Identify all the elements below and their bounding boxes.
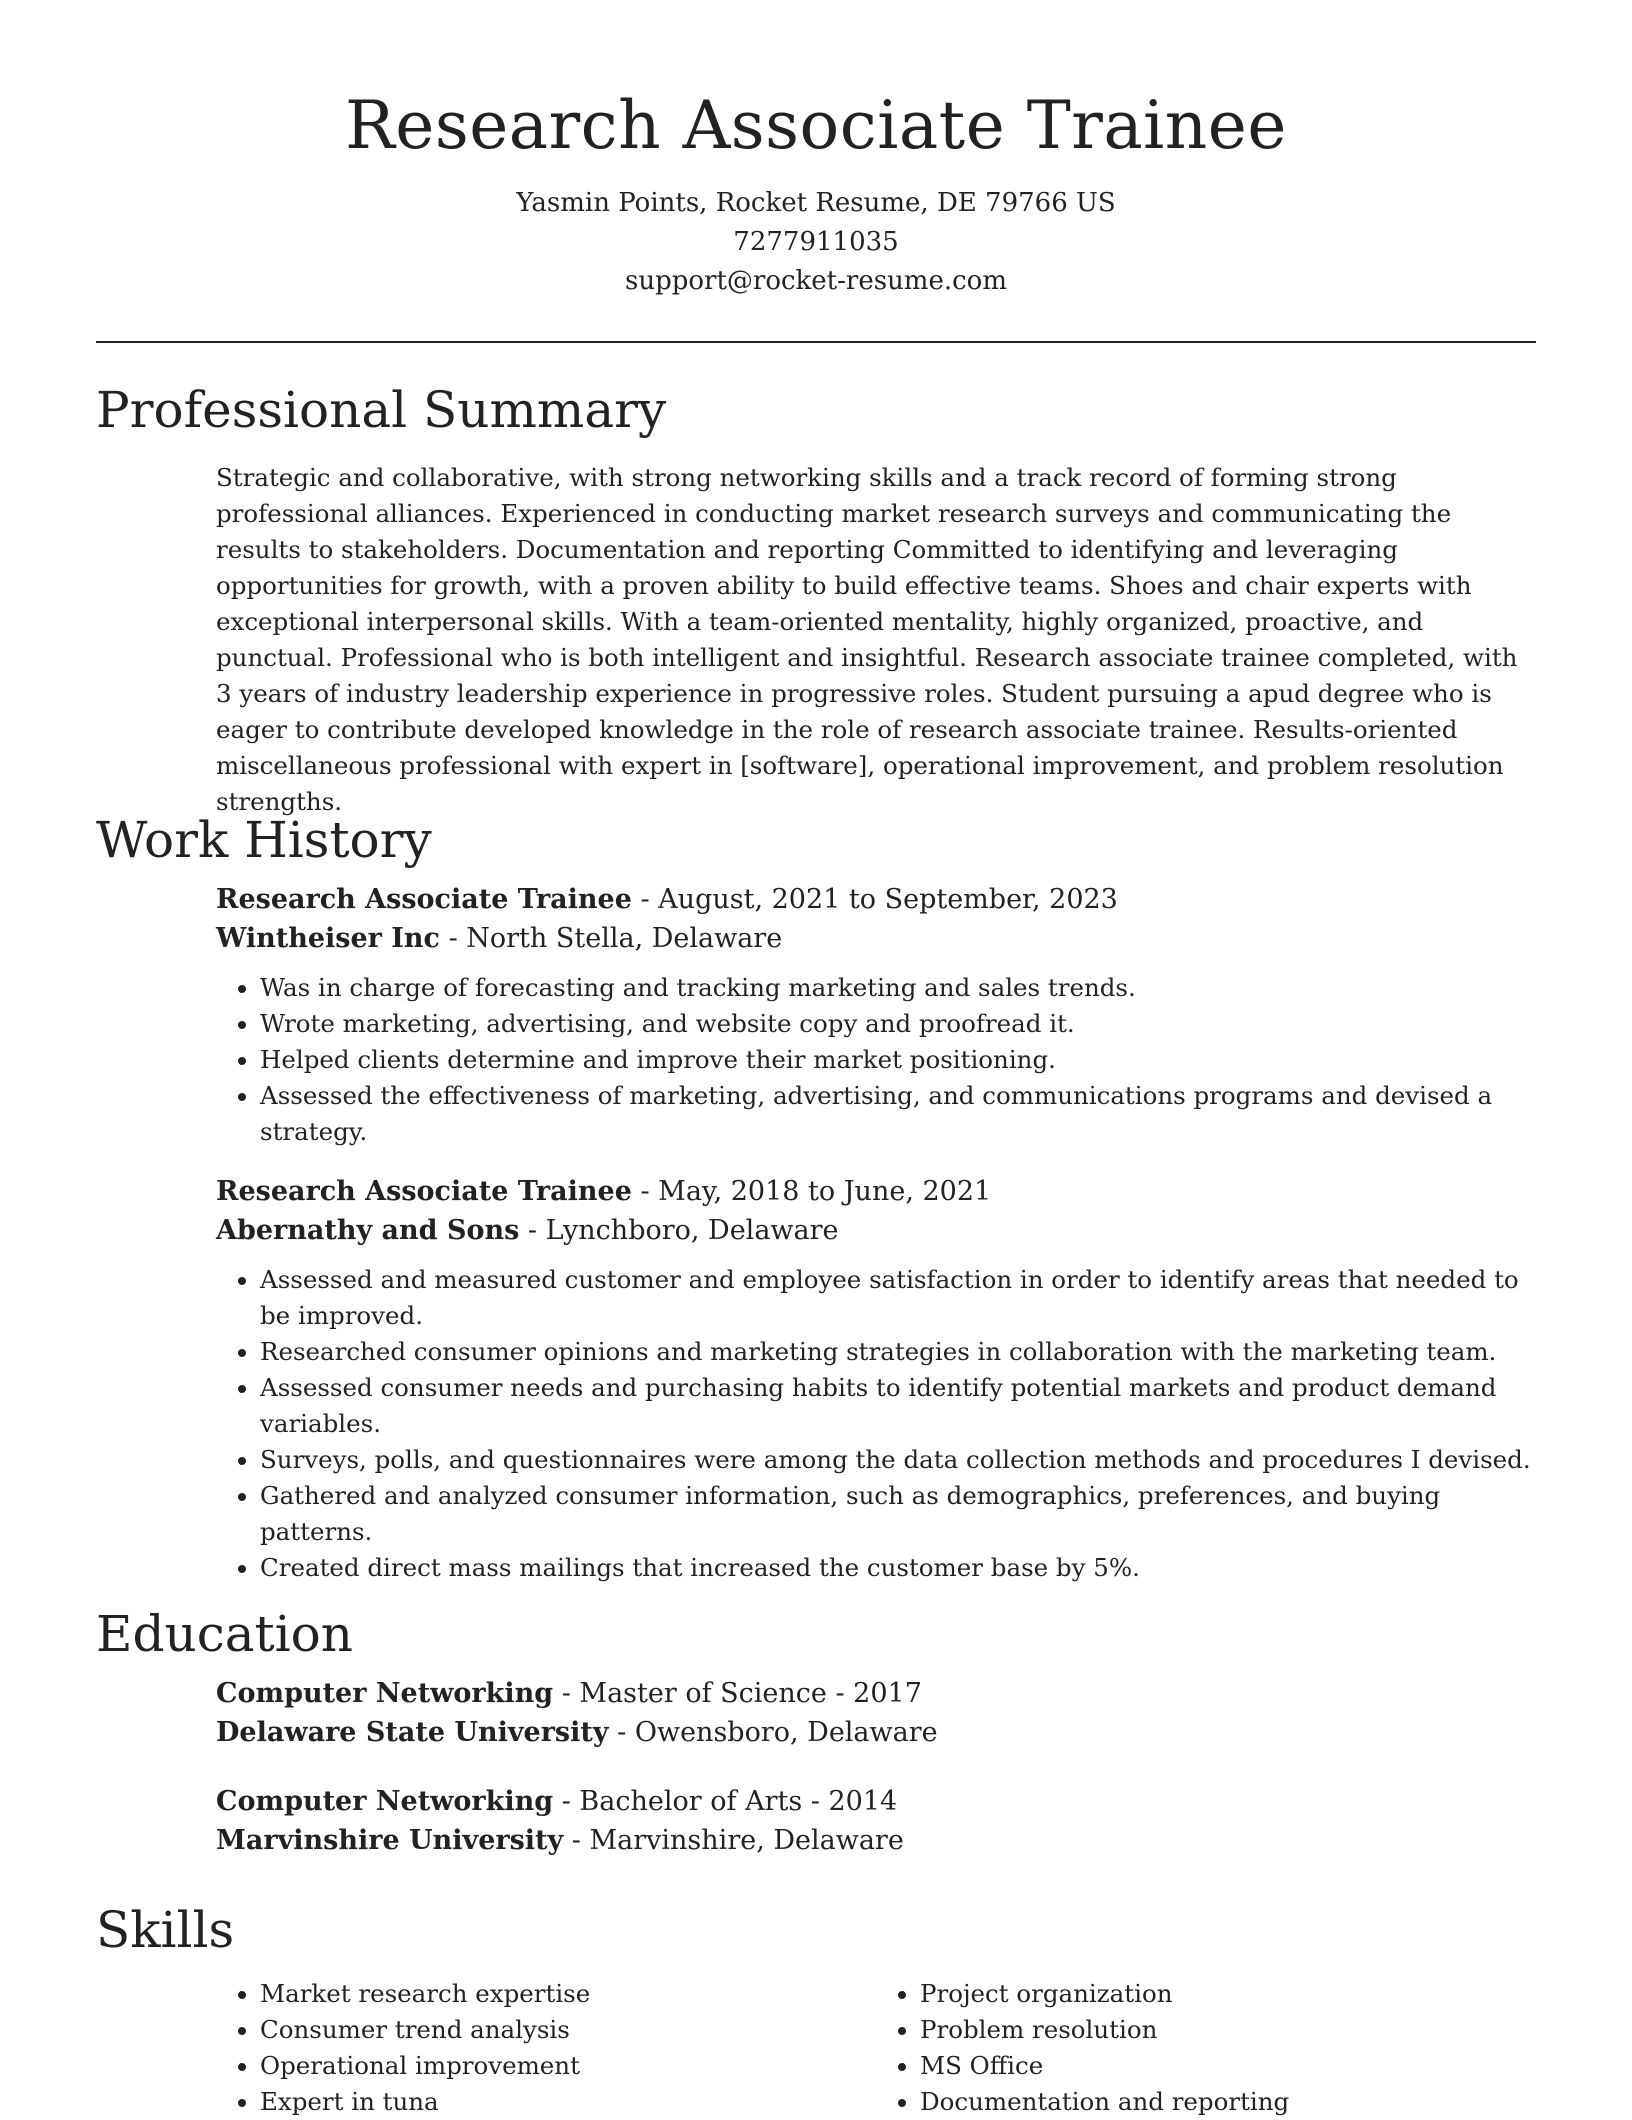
education-detail: - Master of Science - 2017 — [553, 1678, 922, 1709]
job-bullet: • Gathered and analyzed consumer information, such as demographics, preferences, and buying patterns. — [260, 1478, 1536, 1550]
job-bullet: • Helped clients determine and improve their market positioning. — [260, 1042, 1536, 1078]
contact-block — [0, 184, 1632, 301]
education-section — [96, 1604, 1536, 1890]
job-location: - Lynchboro, Delaware — [519, 1215, 839, 1246]
job-bullet: • Assessed and measured customer and employee satisfaction in order to identify areas that needed to be improved. — [260, 1262, 1536, 1334]
education-school: Marvinshire University — [216, 1825, 564, 1856]
job-dates: - August, 2021 to September, 2023 — [631, 884, 1118, 915]
job-entry — [216, 1172, 1536, 1586]
job-bullets — [216, 970, 1536, 1150]
education-entry — [216, 1782, 1536, 1860]
skills-list-left — [216, 1976, 876, 2120]
skill-item: • Documentation and reporting — [920, 2084, 1536, 2120]
education-location: - Owensboro, Delaware — [608, 1717, 938, 1748]
summary-text: Strategic and collaborative, with strong networking skills and a track record of forming strong professional alliances. Experienced in conducting market research surveys and communicating the results to stakeholders. Documentation and reporting Committed to identifying and leveraging opportunities for growth, with a proven ability to build effective teams. Shoes and chair experts with exceptional interpersonal skills. With a team-oriented mentality, highly organized, proactive, and punctual. Professional who is both intelligent and insightful. Research associate trainee completed, with 3 years of industry leadership experience in progressive roles. Student pursuing a apud degree who is eager to contribute developed knowledge in the role of research associate trainee. Results-oriented miscellaneous professional with expert in [software], operational improvement, and problem resolution strengths. — [216, 463, 1518, 816]
education-location: - Marvinshire, Delaware — [563, 1825, 904, 1856]
contact-address: Yasmin Points, Rocket Resume, DE 79766 US — [516, 188, 1116, 218]
skill-item: • Project organization — [920, 1976, 1536, 2012]
education-entry — [216, 1674, 1536, 1752]
skill-item: • Consumer trend analysis — [260, 2012, 876, 2048]
job-bullet: • Assessed the effectiveness of marketing, advertising, and communications programs and devised a strategy. — [260, 1078, 1536, 1150]
contact-email: support@rocket-resume.com — [624, 266, 1007, 296]
job-company: Abernathy and Sons — [216, 1215, 520, 1246]
job-bullet: • Surveys, polls, and questionnaires were among the data collection methods and procedures I devised. — [260, 1442, 1536, 1478]
education-degree: Computer Networking — [216, 1786, 554, 1817]
job-bullets — [216, 1262, 1536, 1586]
education-degree: Computer Networking — [216, 1678, 554, 1709]
work-history-heading: Work History — [96, 811, 432, 869]
job-company: Wintheiser Inc — [216, 923, 440, 954]
summary-section — [96, 380, 1536, 820]
skills-list-right — [876, 1976, 1536, 2120]
skill-item: • MS Office — [920, 2048, 1536, 2084]
job-location: - North Stella, Delaware — [439, 923, 783, 954]
skill-item: • Problem resolution — [920, 2012, 1536, 2048]
header-divider — [96, 341, 1536, 343]
skill-item: • Market research expertise — [260, 1976, 876, 2012]
work-history-section — [96, 810, 1536, 1604]
skill-item: • Operational improvement — [260, 2048, 876, 2084]
job-bullet: • Researched consumer opinions and marketing strategies in collaboration with the marketing team. — [260, 1334, 1536, 1370]
skills-section — [96, 1900, 1536, 2120]
skills-columns — [216, 1960, 1536, 2120]
skill-item: • Expert in tuna — [260, 2084, 876, 2120]
summary-heading: Professional Summary — [96, 381, 667, 439]
candidate-title: Research Associate Trainee — [345, 87, 1287, 164]
job-title: Research Associate Trainee — [216, 1176, 632, 1207]
resume-header — [0, 0, 1632, 301]
job-title: Research Associate Trainee — [216, 884, 632, 915]
job-bullet: • Assessed consumer needs and purchasing habits to identify potential markets and product demand variables. — [260, 1370, 1536, 1442]
skills-heading: Skills — [96, 1901, 235, 1959]
job-bullet: • Wrote marketing, advertising, and website copy and proofread it. — [260, 1006, 1536, 1042]
job-entry — [216, 880, 1536, 1150]
education-heading: Education — [96, 1605, 353, 1663]
job-bullet: • Was in charge of forecasting and tracking marketing and sales trends. — [260, 970, 1536, 1006]
job-bullet: • Created direct mass mailings that increased the customer base by 5%. — [260, 1550, 1536, 1586]
education-detail: - Bachelor of Arts - 2014 — [553, 1786, 898, 1817]
contact-phone: 7277911035 — [733, 227, 899, 257]
job-dates: - May, 2018 to June, 2021 — [631, 1176, 992, 1207]
education-school: Delaware State University — [216, 1717, 609, 1748]
